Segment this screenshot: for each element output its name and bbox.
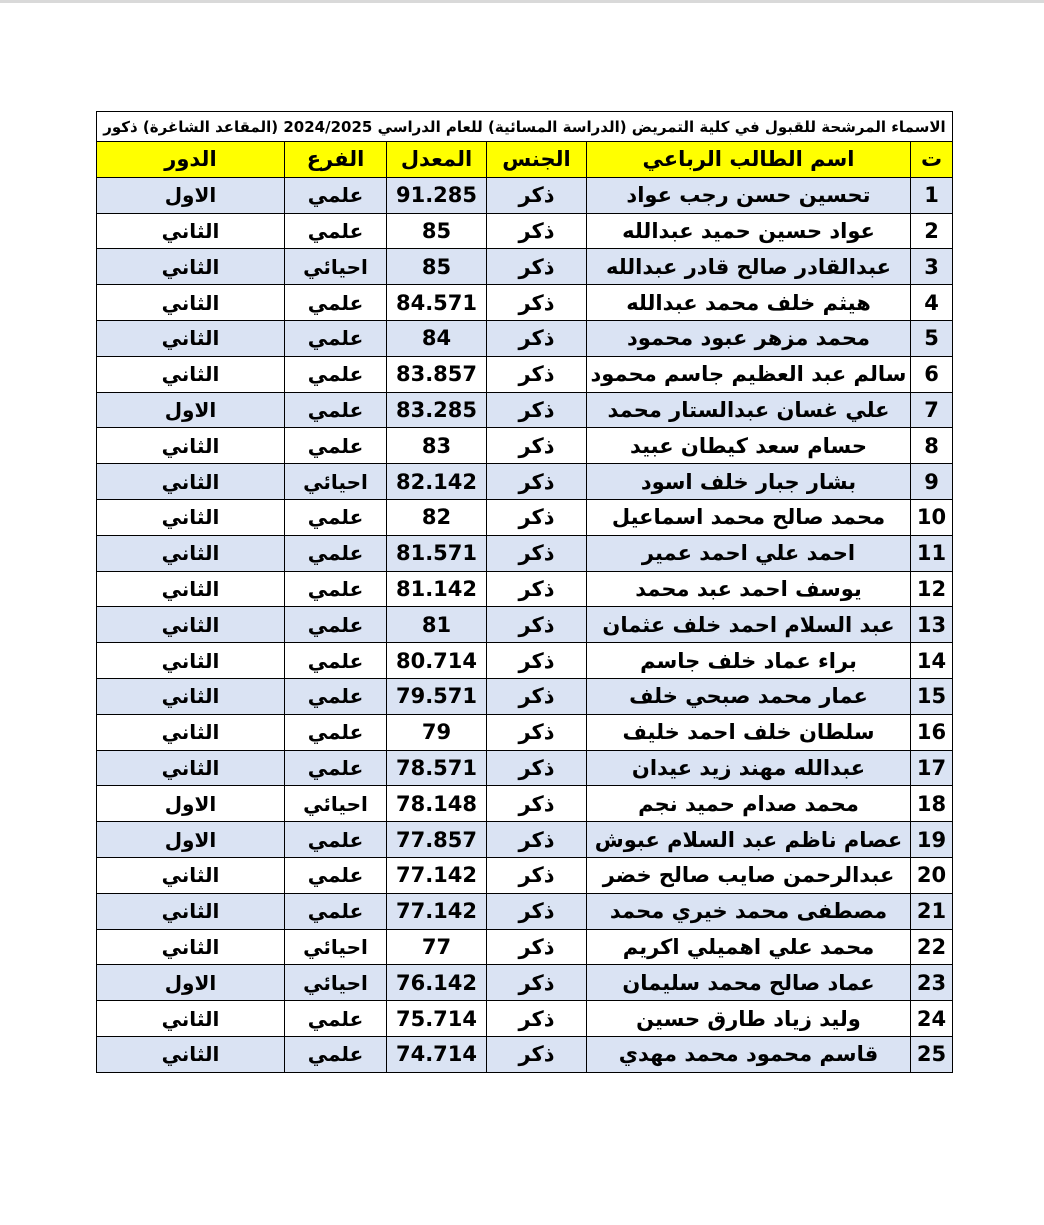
table-row: [96, 177, 952, 213]
student-name: محمد صدام حميد نجم: [587, 786, 911, 822]
student-average: 79.571: [387, 678, 487, 714]
row-number: 3: [911, 249, 953, 285]
student-branch: علمي: [285, 1036, 387, 1072]
student-name: علي غسان عبدالستار محمد: [587, 392, 911, 428]
table-row: [96, 1036, 952, 1072]
student-name: وليد زياد طارق حسين: [587, 1001, 911, 1037]
student-gender: ذكر: [487, 678, 587, 714]
student-round: الثاني: [96, 285, 284, 321]
table-row: [96, 571, 952, 607]
table-row: [96, 822, 952, 858]
student-average: 80.714: [387, 643, 487, 679]
student-round: الثاني: [96, 1036, 284, 1072]
student-round: الثاني: [96, 857, 284, 893]
student-name: تحسين حسن رجب عواد: [587, 177, 911, 213]
table-row: [96, 607, 952, 643]
student-branch: علمي: [285, 750, 387, 786]
student-round: الثاني: [96, 893, 284, 929]
header-row: [96, 142, 952, 178]
student-branch: علمي: [285, 857, 387, 893]
student-average: 81: [387, 607, 487, 643]
row-number: 2: [911, 213, 953, 249]
student-average: 83.285: [387, 392, 487, 428]
row-number: 14: [911, 643, 953, 679]
student-average: 85: [387, 213, 487, 249]
student-round: الاول: [96, 177, 284, 213]
table-row: [96, 714, 952, 750]
student-name: قاسم محمود محمد مهدي: [587, 1036, 911, 1072]
top-divider: [0, 0, 1044, 3]
student-round: الثاني: [96, 428, 284, 464]
student-name: سالم عبد العظيم جاسم محمود: [587, 356, 911, 392]
student-gender: ذكر: [487, 285, 587, 321]
student-round: الاول: [96, 786, 284, 822]
row-number: 20: [911, 857, 953, 893]
table-row: [96, 929, 952, 965]
table-row: [96, 893, 952, 929]
student-gender: ذكر: [487, 786, 587, 822]
student-branch: علمي: [285, 714, 387, 750]
student-average: 77: [387, 929, 487, 965]
student-name: عصام ناظم عبد السلام عبوش: [587, 822, 911, 858]
student-name: مصطفى محمد خيري محمد: [587, 893, 911, 929]
student-average: 77.142: [387, 857, 487, 893]
student-name: عبدالله مهند زيد عيدان: [587, 750, 911, 786]
student-branch: احيائي: [285, 929, 387, 965]
student-average: 91.285: [387, 177, 487, 213]
student-gender: ذكر: [487, 822, 587, 858]
row-number: 9: [911, 464, 953, 500]
student-name: براء عماد خلف جاسم: [587, 643, 911, 679]
student-average: 83.857: [387, 356, 487, 392]
student-gender: ذكر: [487, 1001, 587, 1037]
sheet-title: الاسماء المرشحة للقبول في كلية التمريض (الدراسة المسائية) للعام الدراسي 2024/2025 (المقاعد الشاغرة) ذكور: [96, 112, 952, 142]
student-average: 81.571: [387, 535, 487, 571]
student-average: 85: [387, 249, 487, 285]
table-row: [96, 786, 952, 822]
student-branch: علمي: [285, 678, 387, 714]
student-round: الثاني: [96, 249, 284, 285]
student-gender: ذكر: [487, 965, 587, 1001]
student-gender: ذكر: [487, 356, 587, 392]
student-gender: ذكر: [487, 464, 587, 500]
student-branch: احيائي: [285, 464, 387, 500]
row-number: 17: [911, 750, 953, 786]
student-gender: ذكر: [487, 428, 587, 464]
student-name: محمد صالح محمد اسماعيل: [587, 499, 911, 535]
student-name: يوسف احمد عبد محمد: [587, 571, 911, 607]
student-gender: ذكر: [487, 857, 587, 893]
row-number: 19: [911, 822, 953, 858]
row-number: 25: [911, 1036, 953, 1072]
row-number: 12: [911, 571, 953, 607]
student-gender: ذكر: [487, 392, 587, 428]
student-average: 78.148: [387, 786, 487, 822]
student-gender: ذكر: [487, 571, 587, 607]
student-gender: ذكر: [487, 1036, 587, 1072]
row-number: 23: [911, 965, 953, 1001]
student-name: عمار محمد صبحي خلف: [587, 678, 911, 714]
student-average: 84: [387, 320, 487, 356]
student-name: محمد مزهر عبود محمود: [587, 320, 911, 356]
student-gender: ذكر: [487, 643, 587, 679]
table-row: [96, 499, 952, 535]
student-average: 76.142: [387, 965, 487, 1001]
row-number: 6: [911, 356, 953, 392]
student-round: الثاني: [96, 678, 284, 714]
candidates-table: [96, 111, 953, 1073]
table-row: [96, 464, 952, 500]
student-branch: علمي: [285, 535, 387, 571]
table-row: [96, 356, 952, 392]
student-branch: علمي: [285, 1001, 387, 1037]
student-name: عبدالقادر صالح قادر عبدالله: [587, 249, 911, 285]
student-gender: ذكر: [487, 535, 587, 571]
student-round: الثاني: [96, 750, 284, 786]
student-round: الثاني: [96, 929, 284, 965]
student-branch: احيائي: [285, 249, 387, 285]
row-number: 15: [911, 678, 953, 714]
student-round: الثاني: [96, 535, 284, 571]
header-name: اسم الطالب الرباعي: [587, 142, 911, 178]
row-number: 13: [911, 607, 953, 643]
student-round: الثاني: [96, 714, 284, 750]
student-name: عماد صالح محمد سليمان: [587, 965, 911, 1001]
student-gender: ذكر: [487, 320, 587, 356]
header-gender: الجنس: [487, 142, 587, 178]
student-branch: علمي: [285, 428, 387, 464]
row-number: 5: [911, 320, 953, 356]
student-round: الاول: [96, 965, 284, 1001]
student-average: 79: [387, 714, 487, 750]
row-number: 22: [911, 929, 953, 965]
table-row: [96, 285, 952, 321]
student-branch: علمي: [285, 320, 387, 356]
table-body: [96, 177, 952, 1072]
student-round: الثاني: [96, 607, 284, 643]
row-number: 11: [911, 535, 953, 571]
student-branch: علمي: [285, 177, 387, 213]
student-gender: ذكر: [487, 750, 587, 786]
student-branch: علمي: [285, 213, 387, 249]
student-round: الثاني: [96, 213, 284, 249]
row-number: 8: [911, 428, 953, 464]
student-gender: ذكر: [487, 607, 587, 643]
student-name: سلطان خلف احمد خليف: [587, 714, 911, 750]
student-branch: علمي: [285, 607, 387, 643]
student-name: عبدالرحمن صايب صالح خضر: [587, 857, 911, 893]
row-number: 1: [911, 177, 953, 213]
student-average: 84.571: [387, 285, 487, 321]
student-gender: ذكر: [487, 249, 587, 285]
row-number: 10: [911, 499, 953, 535]
row-number: 16: [911, 714, 953, 750]
row-number: 18: [911, 786, 953, 822]
student-round: الثاني: [96, 571, 284, 607]
header-round: الدور: [96, 142, 284, 178]
header-average: المعدل: [387, 142, 487, 178]
table-row: [96, 965, 952, 1001]
student-branch: علمي: [285, 356, 387, 392]
header-num: ت: [911, 142, 953, 178]
student-name: عواد حسين حميد عبدالله: [587, 213, 911, 249]
student-average: 77.857: [387, 822, 487, 858]
table-row: [96, 249, 952, 285]
row-number: 4: [911, 285, 953, 321]
student-gender: ذكر: [487, 213, 587, 249]
student-name: عبد السلام احمد خلف عثمان: [587, 607, 911, 643]
student-average: 77.142: [387, 893, 487, 929]
student-gender: ذكر: [487, 929, 587, 965]
student-average: 74.714: [387, 1036, 487, 1072]
student-average: 82: [387, 499, 487, 535]
table-row: [96, 213, 952, 249]
student-name: حسام سعد كيطان عبيد: [587, 428, 911, 464]
student-branch: علمي: [285, 392, 387, 428]
student-name: احمد علي احمد عمير: [587, 535, 911, 571]
row-number: 7: [911, 392, 953, 428]
table-row: [96, 1001, 952, 1037]
student-gender: ذكر: [487, 499, 587, 535]
table-row: [96, 678, 952, 714]
student-round: الثاني: [96, 643, 284, 679]
student-branch: علمي: [285, 285, 387, 321]
student-round: الثاني: [96, 464, 284, 500]
student-gender: ذكر: [487, 714, 587, 750]
student-branch: احيائي: [285, 786, 387, 822]
student-round: الاول: [96, 392, 284, 428]
student-round: الثاني: [96, 1001, 284, 1037]
student-average: 83: [387, 428, 487, 464]
student-round: الاول: [96, 822, 284, 858]
student-average: 78.571: [387, 750, 487, 786]
student-round: الثاني: [96, 356, 284, 392]
table-row: [96, 643, 952, 679]
row-number: 21: [911, 893, 953, 929]
student-branch: علمي: [285, 893, 387, 929]
student-name: بشار جبار خلف اسود: [587, 464, 911, 500]
student-gender: ذكر: [487, 177, 587, 213]
student-branch: علمي: [285, 571, 387, 607]
student-branch: علمي: [285, 643, 387, 679]
table-row: [96, 535, 952, 571]
table-row: [96, 857, 952, 893]
student-average: 81.142: [387, 571, 487, 607]
student-branch: علمي: [285, 499, 387, 535]
table-row: [96, 392, 952, 428]
table-row: [96, 320, 952, 356]
row-number: 24: [911, 1001, 953, 1037]
header-branch: الفرع: [285, 142, 387, 178]
table-row: [96, 428, 952, 464]
student-average: 82.142: [387, 464, 487, 500]
student-name: هيثم خلف محمد عبدالله: [587, 285, 911, 321]
admission-sheet: [97, 111, 953, 1073]
student-gender: ذكر: [487, 893, 587, 929]
student-round: الثاني: [96, 499, 284, 535]
table-row: [96, 750, 952, 786]
student-branch: علمي: [285, 822, 387, 858]
student-branch: احيائي: [285, 965, 387, 1001]
student-round: الثاني: [96, 320, 284, 356]
student-name: محمد علي اهميلي اكريم: [587, 929, 911, 965]
student-average: 75.714: [387, 1001, 487, 1037]
